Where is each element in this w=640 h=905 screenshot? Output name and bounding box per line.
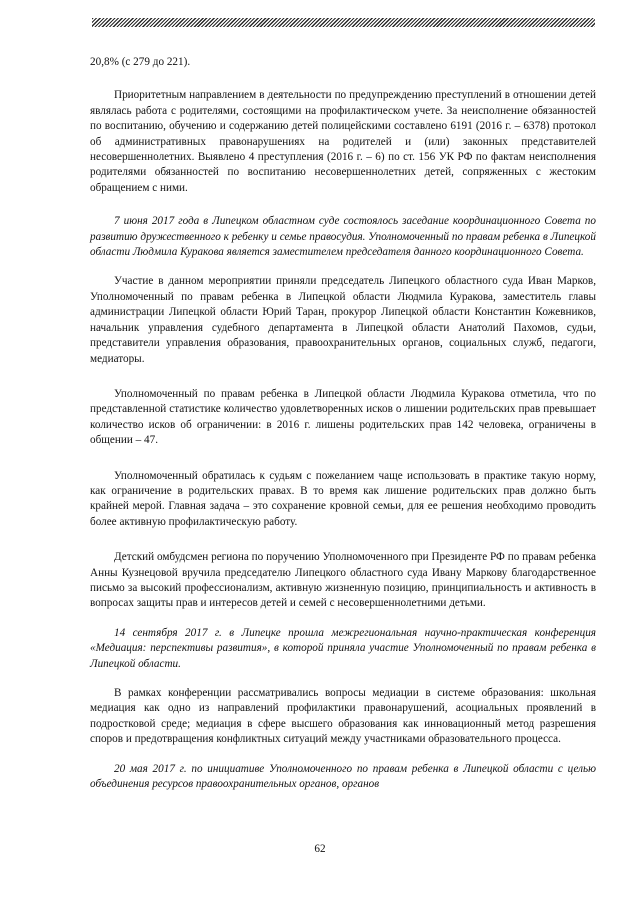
paragraph-continuation: 20,8% (с 279 до 221). [90,56,191,68]
paragraph-statistics: Уполномоченный по правам ребенка в Липецкой области Людмила Куракова отметила, что по представленной статистике количество удовлетворенных исков о лишении родительских прав превышает количество исков об ограничении: в 2016 г. лишены родительских прав 142 человека, ограничены в общении – 47. [90,387,596,447]
paragraph-gratitude-letter: Детский омбудсмен региона по поручению Уполномоченного при Президенте РФ по правам ребенка Анны Кузнецовой вручила председателю Липецкого областного суда Ивану Маркову благодарственное письмо за высокий профессионализм, активную жизненную позицию, принципиальность и активность в вопросах защиты прав и интересов детей и семей с несовершеннолетними детьми. [90,551,596,610]
header-hatched-rule [92,18,595,27]
paragraph-mediation-conference: 14 сентября 2017 г. в Липецке прошла межрегиональная научно-практическая конференция «Медиация: перспективы развития», в которой приняла участие Уполномоченный по правам ребенка в Липецкой области. [90,626,596,670]
paragraph-may-initiative: 20 мая 2017 г. по инициативе Уполномоченного по правам ребенка в Липецкой области с целью объединения ресурсов правоохранительных органов, органов [90,762,596,791]
paragraph-participants: Участие в данном мероприятии приняли председатель Липецкого областного суда Иван Марков, Уполномоченный по правам ребенка в Липецкой области Людмила Куракова, заместитель главы администрации Липецкой области Юрий Таран, прокурор Липецкой области Константин Кожевников, начальник управления судебного департамента в Липецкой области Анатолий Пахомов, судьи, представители управления образования, правоохранительных органов, социальных служб, педагоги, медиаторы. [90,275,596,365]
paragraph-parental-responsibility: Приоритетным направлением в деятельности по предупреждению преступлений в отношении детей являлась работа с родителями, состоящими на профилактическом учете. За неисполнение обязанностей по воспитанию, обучению и содержанию детей полицейскими составлено 6191 (2016 г. – 6378) протокол об административных правонарушениях на родителей и (или) законных представителей несовершеннолетних. Выявлено 4 преступления (2016 г. – 6) по ст. 156 УК РФ по фактам неисполнения родителями обязанностей по воспитанию несовершеннолетних детей, сопряженных с жестоким обращением с ними. [90,89,596,194]
page-number: 62 [314,843,326,855]
paragraph-appeal-to-judges: Уполномоченный обратилась к судьям с пожеланием чаще использовать в практике такую норму, как ограничение в родительских правах. В то время как лишение родительских прав должно быть крайней мерой. Главная задача – это сохранение кровной семьи, для ее решения необходимо проводить более активную профилактическую работу. [90,469,596,528]
paragraph-conference-topics: В рамках конференции рассматривались вопросы медиации в системе образования: школьная медиация как одно из направлений профилактики правонарушений, асоциальных проявлений в подростковой среде; медиация в сфере высшего образования как инновационный метод разрешения споров и предотвращения конфликтных ситуаций между участниками образовательного процесса. [90,687,596,746]
page-body [90,55,596,792]
paragraph-coordination-council: 7 июня 2017 года в Липецком областном суде состоялось заседание координационного Совета по развитию дружественного к ребенку и семье правосудия. Уполномоченный по правам ребенка в Липецкой области Людмила Куракова является заместителем председателя данного координационного Совета. [90,215,596,259]
